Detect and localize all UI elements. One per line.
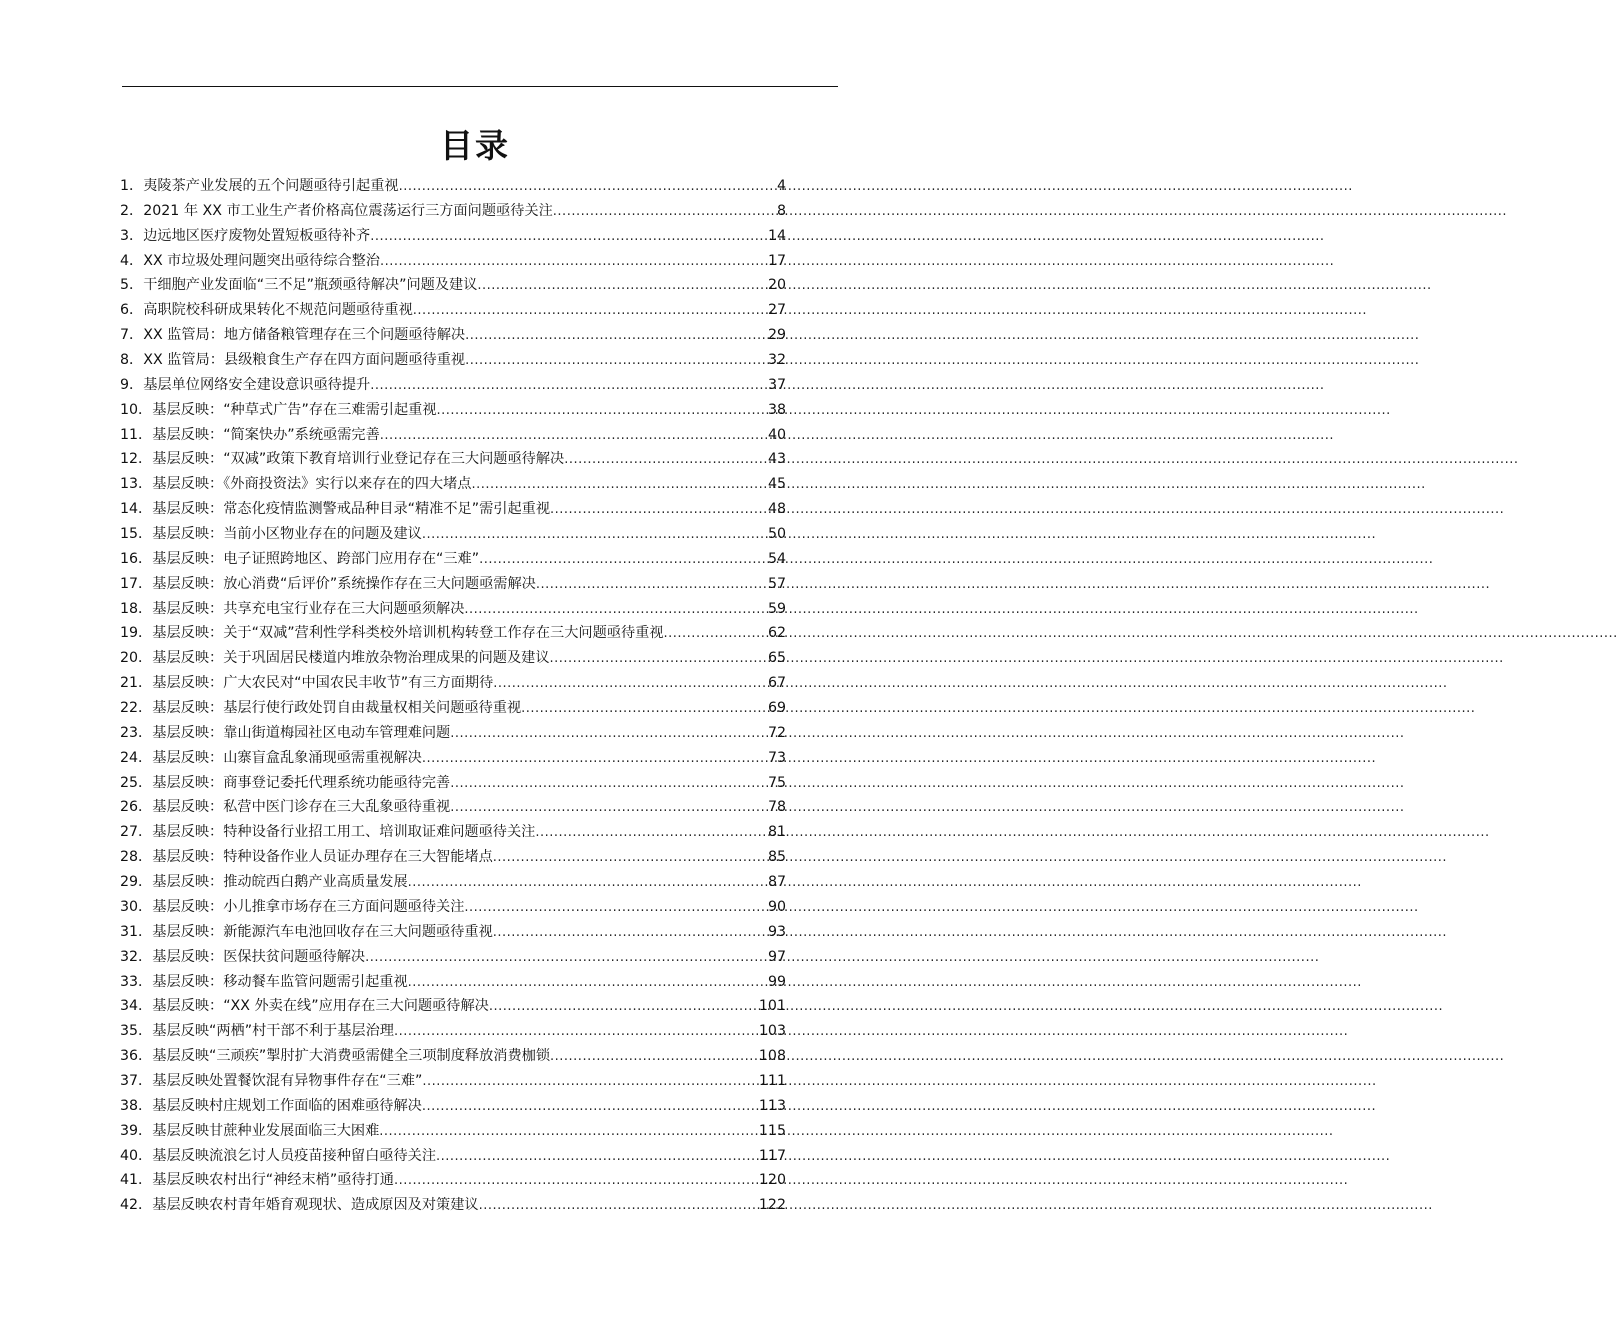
- toc-entry-title[interactable]: 基层反映：靠山街道梅园社区电动车管理难问题: [152, 724, 451, 741]
- toc-entry-number: 25．: [120, 774, 153, 791]
- toc-entry[interactable]: [120, 273, 786, 298]
- toc-entry-title[interactable]: 基层反映：特种设备行业招工用工、培训取证难问题亟待关注: [152, 824, 536, 841]
- toc-entry-title[interactable]: 基层反映甘蔗种业发展面临三大困难: [152, 1122, 380, 1139]
- toc-dot-leader: [365, 946, 767, 971]
- toc-entry-number: 10．: [120, 401, 153, 418]
- toc-dot-leader: [550, 498, 767, 523]
- toc-dot-leader: [493, 672, 767, 697]
- toc-entry[interactable]: [120, 522, 786, 547]
- toc-entry-page[interactable]: 37: [767, 376, 786, 393]
- toc-dot-leader: [422, 747, 767, 772]
- toc-entry[interactable]: [120, 497, 786, 522]
- toc-entry-page[interactable]: 48: [767, 501, 786, 518]
- toc-dot-leader: [493, 921, 767, 946]
- toc-entry-number: 41．: [120, 1172, 153, 1189]
- toc-entry-number: 21．: [120, 675, 153, 692]
- toc-dot-leader: [450, 772, 767, 797]
- toc-entry[interactable]: [120, 970, 786, 995]
- toc-entry-title[interactable]: 基层反映：基层行使行政处罚自由裁量权相关问题亟待重视: [152, 700, 522, 717]
- toc-entry-title[interactable]: 基层反映：特种设备作业人员证办理存在三大智能堵点: [152, 849, 493, 866]
- toc-entry-number: 13．: [120, 476, 153, 493]
- toc-entry-page[interactable]: 29: [767, 327, 786, 344]
- toc-dot-leader: [564, 448, 767, 473]
- toc-entry-number: 40．: [120, 1147, 153, 1164]
- toc-entry-page[interactable]: 117: [758, 1147, 786, 1164]
- toc-dot-leader: [471, 473, 766, 498]
- toc-entry-number: 17．: [120, 575, 153, 592]
- toc-entry-page[interactable]: 87: [767, 874, 786, 891]
- toc-entry-page[interactable]: 115: [758, 1122, 786, 1139]
- toc-entry-page[interactable]: 57: [767, 575, 786, 592]
- toc-entry-page[interactable]: 14: [767, 227, 786, 244]
- toc-dot-leader: [465, 349, 767, 374]
- toc-entry-number: 16．: [120, 550, 153, 567]
- toc-entry-page[interactable]: 78: [767, 799, 786, 816]
- toc-entry-page[interactable]: 81: [767, 824, 786, 841]
- toc-entry[interactable]: [120, 199, 786, 224]
- toc-entry-number: 42．: [120, 1197, 153, 1214]
- toc-entry-title[interactable]: 基层单位网络安全建设意识亟待提升: [143, 376, 371, 393]
- toc-dot-leader: [535, 821, 767, 846]
- toc-dot-leader: [450, 796, 767, 821]
- toc-entry-title[interactable]: XX 监管局：地方储备粮管理存在三个问题亟待解决: [143, 327, 466, 344]
- toc-entry-number: 23．: [120, 724, 153, 741]
- toc-entry-page[interactable]: 113: [758, 1097, 786, 1114]
- toc-entry-title[interactable]: 基层反映：山寨盲盒乱象涌现亟需重视解决: [152, 749, 422, 766]
- toc-entry-page[interactable]: 93: [767, 923, 786, 940]
- toc-entry-page[interactable]: 72: [767, 724, 786, 741]
- page-title: 目录: [440, 126, 510, 165]
- toc-dot-leader: [408, 971, 767, 996]
- toc-entry-number: 19．: [120, 625, 153, 642]
- toc-dot-leader: [422, 1095, 758, 1120]
- toc-entry-title[interactable]: 基层反映：医保扶贫问题亟待解决: [152, 948, 366, 965]
- toc-entry-title[interactable]: 基层反映：小儿推拿市场存在三方面问题亟待关注: [152, 898, 465, 915]
- toc-entry[interactable]: [120, 398, 786, 423]
- toc-entry[interactable]: [120, 621, 786, 646]
- toc-entry-number: 29．: [120, 874, 153, 891]
- toc-dot-leader: [553, 200, 776, 225]
- toc-entry-title[interactable]: 基层反映：“简案快办”系统亟需完善: [152, 426, 380, 443]
- toc-entry-number: 1．: [120, 178, 144, 194]
- toc-entry-number: 32．: [120, 948, 153, 965]
- toc-entry-title[interactable]: 基层反映：私营中医门诊存在三大乱象亟待重视: [152, 799, 451, 816]
- toc-entry-title[interactable]: 基层反映：“种草式广告”存在三难需引起重视: [152, 401, 437, 418]
- toc-entry-page[interactable]: 4: [776, 178, 786, 194]
- toc-entry-number: 11．: [120, 426, 153, 443]
- toc-entry-number: 8．: [120, 352, 144, 369]
- toc-entry-page[interactable]: 73: [767, 749, 786, 766]
- toc-entry[interactable]: [120, 895, 786, 920]
- toc-entry-number: 28．: [120, 849, 153, 866]
- toc-entry-title[interactable]: 基层反映村庄规划工作面临的困难亟待解决: [152, 1097, 422, 1114]
- toc-entry-title[interactable]: 基层反映：关于巩固居民楼道内堆放杂物治理成果的问题及建议: [152, 650, 550, 667]
- toc-entry-title[interactable]: 2021 年 XX 市工业生产者价格高位震荡运行三方面问题亟待关注: [143, 202, 553, 219]
- toc-entry[interactable]: [120, 870, 786, 895]
- toc-entry-number: 36．: [120, 1048, 153, 1065]
- toc-entry-page[interactable]: 38: [767, 401, 786, 418]
- toc-entry[interactable]: [120, 572, 786, 597]
- toc-entry[interactable]: [120, 646, 786, 671]
- toc-entry-number: 20．: [120, 650, 153, 667]
- toc-entry[interactable]: [120, 771, 786, 796]
- toc-entry-number: 27．: [120, 824, 153, 841]
- toc-entry-title[interactable]: 基层反映：“双减”政策下教育培训行业登记存在三大问题亟待解决: [152, 451, 565, 468]
- toc-entry-page[interactable]: 20: [767, 277, 786, 294]
- toc-entry-title[interactable]: 基层反映处置餐饮混有异物事件存在“三难”: [152, 1072, 423, 1089]
- toc-dot-leader: [465, 324, 767, 349]
- toc-entry-page[interactable]: 101: [758, 998, 786, 1015]
- toc-entry[interactable]: [120, 1019, 786, 1044]
- toc-dot-leader: [436, 1145, 758, 1170]
- toc-entry-number: 34．: [120, 998, 153, 1015]
- toc-entry[interactable]: [120, 249, 786, 274]
- toc-entry[interactable]: [120, 174, 786, 199]
- toc-entry-number: 30．: [120, 898, 153, 915]
- toc-entry-title[interactable]: 基层反映“两栖”村干部不利于基层治理: [152, 1023, 394, 1040]
- toc-entry-number: 5．: [120, 277, 144, 294]
- toc-dot-leader: [370, 374, 767, 399]
- toc-dot-leader: [380, 424, 767, 449]
- toc-dot-leader: [464, 896, 767, 921]
- toc-entry[interactable]: [120, 1044, 786, 1069]
- toc-entry-page[interactable]: 75: [767, 774, 786, 791]
- toc-entry-page[interactable]: 50: [767, 526, 786, 543]
- toc-entry-number: 6．: [120, 302, 144, 319]
- toc-dot-leader: [521, 697, 767, 722]
- toc-entry[interactable]: [120, 1168, 786, 1193]
- toc-entry-title[interactable]: 基层反映流浪乞讨人员疫苗接种留白亟待关注: [152, 1147, 437, 1164]
- toc-entry-title[interactable]: 基层反映：当前小区物业存在的问题及建议: [152, 526, 422, 543]
- toc-entry-title[interactable]: 基层反映“三顽疾”掣肘扩大消费亟需健全三项制度释放消费枷锁: [152, 1048, 551, 1065]
- toc-entry-title[interactable]: 基层反映：推动皖西白鹅产业高质量发展: [152, 874, 408, 891]
- toc-entry[interactable]: [120, 373, 786, 398]
- toc-entry-page[interactable]: 8: [776, 202, 786, 219]
- toc-entry-title[interactable]: 基层反映农村出行“神经末梢”亟待打通: [152, 1172, 394, 1189]
- toc-entry-number: 33．: [120, 973, 153, 990]
- toc-dot-leader: [477, 274, 767, 299]
- toc-entry-page[interactable]: 32: [767, 352, 786, 369]
- toc-entry[interactable]: [120, 547, 786, 572]
- toc-entry-number: 4．: [120, 252, 144, 269]
- toc-entry-page[interactable]: 40: [767, 426, 786, 443]
- toc-entry-number: 38．: [120, 1097, 153, 1114]
- toc-entry-page[interactable]: 43: [767, 451, 786, 468]
- toc-dot-leader: [479, 548, 767, 573]
- toc-entry-page[interactable]: 97: [767, 948, 786, 965]
- toc-entry-title[interactable]: 基层反映：移动餐车监管问题需引起重视: [152, 973, 408, 990]
- toc-entry-title[interactable]: XX 市垃圾处理问题突出亟待综合整治: [143, 252, 380, 269]
- toc-entry-title[interactable]: 基层反映：《外商投资法》实行以来存在的四大堵点: [152, 476, 472, 493]
- toc-entry-title[interactable]: 高职院校科研成果转化不规范问题亟待重视: [143, 302, 413, 319]
- toc-entry[interactable]: [120, 224, 786, 249]
- toc-entry-page[interactable]: 62: [767, 625, 786, 642]
- toc-entry-number: 26．: [120, 799, 153, 816]
- toc-entry[interactable]: [120, 323, 786, 348]
- toc-entry-page[interactable]: 122: [758, 1197, 786, 1214]
- toc-dot-leader: [550, 1045, 758, 1070]
- toc-entry-page[interactable]: 17: [767, 252, 786, 269]
- toc-entry-page[interactable]: 59: [767, 600, 786, 617]
- toc-entry-title[interactable]: 基层反映农村青年婚育观现状、造成原因及对策建议: [152, 1197, 479, 1214]
- toc-entry-number: 14．: [120, 501, 153, 518]
- toc-entry-title[interactable]: XX 监管局：县级粮食生产存在四方面问题亟待重视: [143, 352, 466, 369]
- toc-entry-number: 3．: [120, 227, 144, 244]
- toc-entry-number: 35．: [120, 1023, 153, 1040]
- toc-entry-title[interactable]: 夷陵茶产业发展的五个问题亟待引起重视: [143, 178, 399, 194]
- toc-dot-leader: [664, 622, 767, 647]
- toc-entry-page[interactable]: 67: [767, 675, 786, 692]
- toc-entry[interactable]: [120, 795, 786, 820]
- toc-entry-title[interactable]: 边远地区医疗废物处置短板亟待补齐: [143, 227, 371, 244]
- toc-dot-leader: [394, 1020, 758, 1045]
- toc-entry[interactable]: [120, 1094, 786, 1119]
- toc-entry-title[interactable]: 基层反映：共享充电宝行业存在三大问题亟须解决: [152, 600, 465, 617]
- toc-entry-page[interactable]: 69: [767, 700, 786, 717]
- toc-entry-number: 7．: [120, 327, 144, 344]
- toc-entry-page[interactable]: 108: [758, 1048, 786, 1065]
- toc-entry[interactable]: [120, 945, 786, 970]
- toc-entry-page[interactable]: 65: [767, 650, 786, 667]
- toc-entry-number: 22．: [120, 700, 153, 717]
- toc-entry-page[interactable]: 111: [758, 1072, 786, 1089]
- toc-dot-leader: [536, 573, 767, 598]
- toc-entry-title[interactable]: 基层反映：商事登记委托代理系统功能亟待完善: [152, 774, 451, 791]
- toc-entry[interactable]: [120, 1193, 786, 1218]
- toc-entry-number: 18．: [120, 600, 153, 617]
- toc-entry-title[interactable]: 基层反映：电子证照跨地区、跨部门应用存在“三难”: [152, 550, 480, 567]
- toc-dot-leader: [437, 399, 767, 424]
- toc-dot-leader: [493, 846, 767, 871]
- toc-dot-leader: [464, 598, 767, 623]
- toc-dot-leader: [413, 299, 767, 324]
- toc-entry-title[interactable]: 基层反映：新能源汽车电池回收存在三大问题亟待重视: [152, 923, 493, 940]
- toc-entry[interactable]: [120, 696, 786, 721]
- toc-dot-leader: [450, 722, 767, 747]
- toc-entry-number: 31．: [120, 923, 153, 940]
- toc-dot-leader: [550, 647, 767, 672]
- toc-entry-number: 37．: [120, 1072, 153, 1089]
- toc-entry-number: 15．: [120, 526, 153, 543]
- toc-entry-number: 39．: [120, 1122, 153, 1139]
- toc-entry[interactable]: [120, 472, 786, 497]
- toc-entry-number: 24．: [120, 749, 153, 766]
- toc-entry[interactable]: [120, 447, 786, 472]
- toc-entry-page[interactable]: 90: [767, 898, 786, 915]
- toc-entry-title[interactable]: 基层反映：常态化疫情监测警戒品种目录“精准不足”需引起重视: [152, 501, 551, 518]
- toc-entry[interactable]: [120, 671, 786, 696]
- toc-dot-leader: [380, 250, 767, 275]
- toc-dot-leader: [394, 1169, 758, 1194]
- toc-dot-leader: [479, 1194, 758, 1219]
- toc-dot-leader: [408, 871, 767, 896]
- toc-entry-page[interactable]: 45: [767, 476, 786, 493]
- toc-entry-page[interactable]: 27: [767, 302, 786, 319]
- toc-entry-page[interactable]: 103: [758, 1023, 786, 1040]
- toc-entry[interactable]: [120, 1119, 786, 1144]
- toc-entry-page[interactable]: 85: [767, 849, 786, 866]
- toc-entry[interactable]: [120, 920, 786, 945]
- toc-entry[interactable]: [120, 820, 786, 845]
- toc-entry[interactable]: [120, 423, 786, 448]
- toc-entry-title[interactable]: 基层反映：“XX 外卖在线”应用存在三大问题亟待解决: [152, 998, 489, 1015]
- toc-entry[interactable]: [120, 1144, 786, 1169]
- toc-entry[interactable]: [120, 348, 786, 373]
- toc-entry-title[interactable]: 基层反映：广大农民对“中国农民丰收节”有三方面期待: [152, 675, 494, 692]
- toc-entry-title[interactable]: 干细胞产业发面临“三不足”瓶颈亟待解决”问题及建议: [143, 277, 478, 294]
- toc-entry-page[interactable]: 120: [758, 1172, 786, 1189]
- toc-entry[interactable]: [120, 597, 786, 622]
- toc-entry-number: 12．: [120, 451, 153, 468]
- toc-entry-title[interactable]: 基层反映：关于“双减”营利性学科类校外培训机构转登工作存在三大问题亟待重视: [152, 625, 664, 642]
- toc-entry[interactable]: [120, 845, 786, 870]
- toc-dot-leader: [379, 1120, 758, 1145]
- toc-entry-page[interactable]: 99: [767, 973, 786, 990]
- toc-entry-title[interactable]: 基层反映：放心消费“后评价”系统操作存在三大问题亟需解决: [152, 575, 536, 592]
- toc-dot-leader: [422, 523, 767, 548]
- toc-entry[interactable]: [120, 298, 786, 323]
- toc-dot-leader: [399, 175, 776, 200]
- toc-dot-leader: [422, 1070, 758, 1095]
- toc-entry[interactable]: [120, 721, 786, 746]
- header-rule: [122, 86, 838, 87]
- toc-dot-leader: [489, 995, 758, 1020]
- toc-entry-number: 9．: [120, 376, 144, 393]
- toc-entry[interactable]: [120, 746, 786, 771]
- toc-dot-leader: [370, 225, 767, 250]
- toc-entry[interactable]: [120, 994, 786, 1019]
- table-of-contents: [120, 174, 786, 1218]
- toc-entry[interactable]: [120, 1069, 786, 1094]
- toc-entry-number: 2．: [120, 202, 144, 219]
- toc-entry-page[interactable]: 54: [767, 550, 786, 567]
